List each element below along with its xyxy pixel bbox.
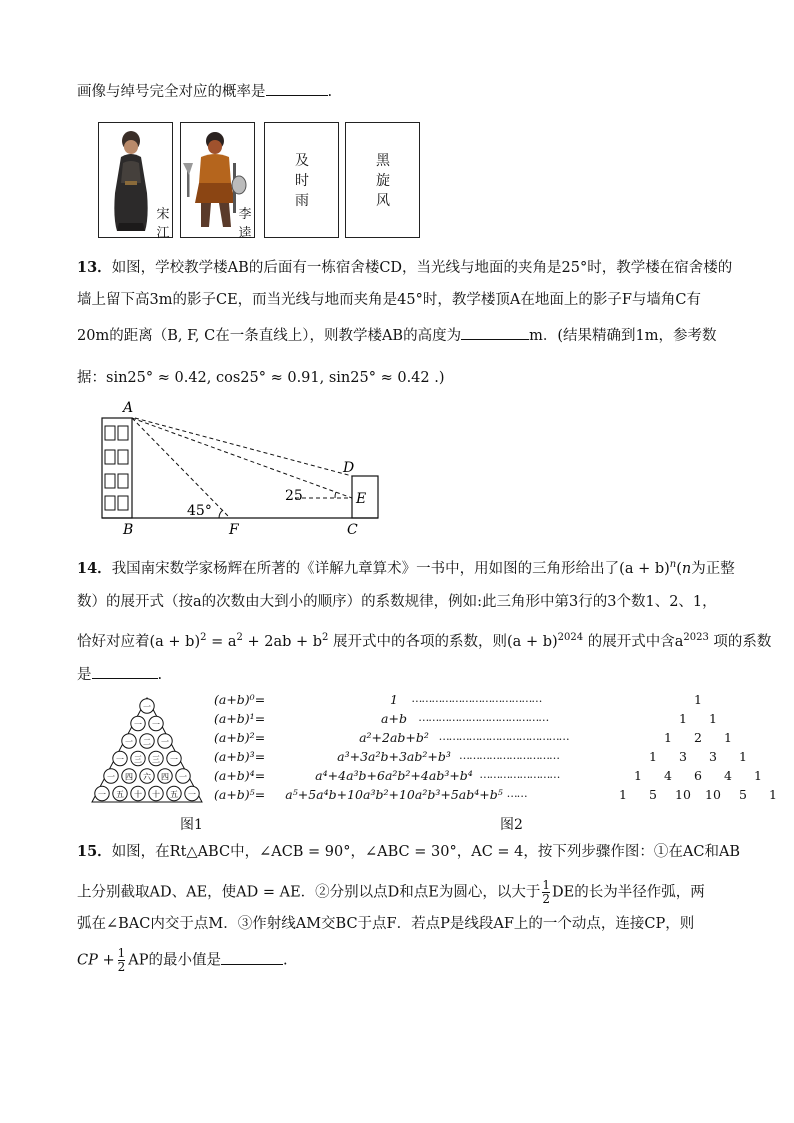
label-angle-25: 25 bbox=[285, 488, 303, 504]
pascal-coefficient: 1 bbox=[709, 711, 717, 726]
angle-arc-45 bbox=[219, 510, 223, 518]
q13-line1 bbox=[77, 258, 732, 278]
expansion-lhs: (a+b)⁵= bbox=[214, 787, 266, 802]
pascal-coefficient: 5 bbox=[649, 787, 657, 802]
q12-period: . bbox=[327, 84, 333, 100]
q13-line1-text: 如图，学校教学楼AB的后面有一栋宿舍楼CD，当光线与地面的夹角是25°时，教学楼在宿舍楼的 bbox=[111, 260, 733, 276]
q15-line4a: CP + bbox=[77, 952, 115, 969]
triangle-number: 一 bbox=[152, 720, 160, 729]
expansion-expression: 1 bbox=[390, 692, 398, 707]
leader-dots: ………………………… bbox=[459, 749, 559, 762]
pascal-coefficient: 1 bbox=[679, 711, 687, 726]
q14-sup-2023: 2023 bbox=[683, 632, 709, 643]
label-c: C bbox=[347, 522, 358, 538]
answer-blank-q12[interactable] bbox=[266, 81, 328, 96]
q14-line3c: + 2ab + b bbox=[242, 633, 323, 650]
q14-line2: 数）的展开式（按a的次数由大到小的顺序）的系数规律，例如:此三角形中第3行的3个数1、2、1， bbox=[77, 594, 717, 610]
pascal-coefficient: 1 bbox=[619, 787, 627, 802]
q13-line3 bbox=[77, 325, 716, 346]
triangle-number: 三 bbox=[134, 755, 142, 764]
fraction-half-1 bbox=[542, 879, 550, 906]
triangle-number: 一 bbox=[161, 737, 169, 747]
expansion-expression: a³+3a²b+3ab²+b³ bbox=[337, 749, 451, 764]
q14-number: 14． bbox=[77, 559, 112, 577]
frac2-den: 2 bbox=[117, 960, 126, 974]
nickname-card-hei-xuan-feng bbox=[345, 122, 420, 238]
q14-line3f: 项的系数 bbox=[708, 633, 772, 650]
q12-text bbox=[77, 81, 332, 102]
pascal-coefficient: 1 bbox=[664, 730, 672, 745]
frac2-num: 1 bbox=[117, 946, 126, 960]
triangle-number: 四 bbox=[125, 772, 133, 782]
q14-line3a: 恰好对应着(a + b) bbox=[77, 633, 201, 650]
q14-line4-text: 是 bbox=[77, 667, 92, 683]
pascal-coefficient: 1 bbox=[694, 692, 702, 707]
q14-line1c: 为正整 bbox=[691, 560, 735, 577]
label-b: B bbox=[123, 522, 134, 538]
card-label-hei-xuan-feng: 黑 旋 风 bbox=[376, 153, 390, 209]
q13-building-figure bbox=[95, 398, 395, 538]
triangle-number: 一 bbox=[188, 790, 196, 799]
q14-line3d: 展开式中的各项的系数，则(a + b) bbox=[328, 633, 558, 650]
frac1-den: 2 bbox=[542, 892, 551, 906]
label-e: E bbox=[356, 491, 367, 507]
q13-line2: 墙上留下高3m的影子CE，而当光线与地而夹角是45°时，教学楼顶A在地面上的影子F与墙角C有 bbox=[77, 292, 701, 308]
nickname-card-ji-shi-yu bbox=[264, 122, 339, 238]
leader-dots: ………………………………… bbox=[418, 711, 549, 724]
leader-dots: ………………………………… bbox=[438, 730, 569, 743]
answer-blank-q13[interactable] bbox=[461, 325, 529, 340]
card-label-song-jiang: 宋 江 bbox=[156, 207, 170, 241]
expansion-expression: a²+2ab+b² bbox=[359, 730, 429, 745]
q14-sup-2c: 2 bbox=[322, 632, 329, 643]
q14-line3b: = a bbox=[206, 633, 237, 650]
pascal-coefficient: 1 bbox=[739, 749, 747, 764]
triangle-number: 六 bbox=[143, 772, 151, 782]
triangle-number: 十 bbox=[134, 790, 142, 799]
ray-top bbox=[135, 418, 355, 476]
q15-line1-text: 如图，在Rt△ABC中，∠ACB = 90°，∠ABC = 30°，AC = 4，按下列步骤作图：①在AC和AB bbox=[111, 844, 741, 860]
pascal-coefficient: 1 bbox=[769, 787, 777, 802]
q12-line1: 画像与绰号完全对应的概率是 bbox=[77, 84, 266, 100]
label-angle-45: 45° bbox=[187, 503, 212, 519]
fig2-caption: 图2 bbox=[500, 817, 523, 833]
expansion-lhs: (a+b)⁰= bbox=[214, 692, 266, 707]
q15-line3: 弧在∠BAC内交于点M．③作射线AM交BC于点F．若点P是线段AF上的一个动点，连接CP，则 bbox=[77, 916, 695, 932]
triangle-number: 一 bbox=[170, 755, 178, 764]
triangle-number: 三 bbox=[152, 755, 160, 764]
pascal-coefficient: 5 bbox=[739, 787, 747, 802]
q14-line4 bbox=[77, 664, 162, 685]
q14-line3 bbox=[77, 628, 771, 652]
q14-n-var: n bbox=[681, 560, 692, 577]
expansion-lhs: (a+b)⁴= bbox=[214, 768, 266, 783]
fraction-half-2 bbox=[118, 947, 126, 974]
q13-number: 13． bbox=[77, 259, 112, 276]
pascal-coefficient: 1 bbox=[724, 730, 732, 745]
q14-line3e: 的展开式中含a bbox=[583, 633, 684, 650]
q15-line2 bbox=[77, 879, 705, 906]
pascal-coefficient: 1 bbox=[649, 749, 657, 764]
card-label-li-kui: 李 逵 bbox=[238, 207, 252, 241]
expansion-lhs: (a+b)³= bbox=[214, 749, 266, 764]
label-a: A bbox=[123, 400, 134, 416]
triangle-number: 五 bbox=[116, 790, 124, 799]
portrait-card-song-jiang bbox=[98, 122, 173, 241]
portrait-card-li-kui bbox=[180, 122, 255, 241]
expansion-expression: a⁵+5a⁴b+10a³b²+10a²b³+5ab⁴+b⁵ bbox=[285, 787, 503, 802]
q14-sup-2a: 2 bbox=[200, 632, 207, 643]
binomial-expansion-table bbox=[214, 692, 777, 808]
label-f: F bbox=[229, 522, 239, 538]
expansion-lhs: (a+b)¹= bbox=[214, 711, 266, 726]
building-windows bbox=[105, 426, 128, 510]
q14-line1 bbox=[77, 555, 735, 579]
q15-line4 bbox=[77, 947, 288, 974]
triangle-number: 一 bbox=[98, 790, 106, 799]
q15-line1 bbox=[77, 842, 740, 862]
triangle-number: 一 bbox=[134, 720, 142, 729]
ray-ae bbox=[132, 418, 355, 498]
q14-sup-2b: 2 bbox=[236, 632, 243, 643]
pascal-coefficient: 6 bbox=[694, 768, 702, 783]
q13-line3b: m．(结果精确到1m，参考数 bbox=[529, 328, 717, 344]
q14-period: . bbox=[157, 667, 163, 683]
pascal-coefficient: 4 bbox=[724, 768, 732, 783]
pascal-coefficient: 1 bbox=[634, 768, 642, 783]
q13-line4: 据：sin25° ≈ 0.42, cos25° ≈ 0.91, sin25° ≈ 0.42 .) bbox=[77, 370, 445, 386]
triangle-number: 一 bbox=[179, 772, 187, 782]
card-label-ji-shi-yu: 及 时 雨 bbox=[295, 153, 309, 209]
fig1-caption: 图1 bbox=[180, 817, 203, 833]
leader-dots: ………………………………… bbox=[411, 692, 542, 705]
q14-sup-2024: 2024 bbox=[557, 632, 584, 643]
triangle-number: 一 bbox=[125, 737, 133, 747]
q15-number: 15． bbox=[77, 843, 112, 860]
expansion-lhs: (a+b)²= bbox=[214, 730, 266, 745]
pascal-coefficient: 10 bbox=[675, 787, 691, 802]
pascal-coefficient: 4 bbox=[664, 768, 672, 783]
expansion-expression: a+b bbox=[381, 711, 407, 726]
answer-blank-q14[interactable] bbox=[92, 664, 158, 679]
q15-line2b: DE的长为半径作弧，两 bbox=[552, 884, 705, 901]
answer-blank-q15[interactable] bbox=[221, 950, 283, 965]
triangle-number: 二 bbox=[143, 737, 151, 747]
triangle-number: 五 bbox=[170, 790, 178, 799]
pascal-coefficient: 2 bbox=[694, 730, 702, 745]
leader-dots: …… bbox=[506, 787, 527, 800]
pascal-coefficient: 3 bbox=[679, 749, 687, 764]
q14-line1b: ( bbox=[676, 560, 682, 577]
q13-line3a: 20m的距离（B, F, C在一条直线上），则教学楼AB的高度为 bbox=[77, 328, 462, 344]
angle-arc-25 bbox=[335, 492, 336, 498]
triangle-number: 一 bbox=[116, 755, 124, 764]
q14-sup-n: n bbox=[669, 559, 677, 570]
frac1-num: 1 bbox=[542, 878, 551, 892]
triangle-number: 四 bbox=[161, 772, 169, 782]
expansion-expression: a⁴+4a³b+6a²b²+4ab³+b⁴ bbox=[315, 768, 473, 783]
ray-af bbox=[132, 418, 230, 518]
yang-hui-triangle-figure bbox=[88, 694, 206, 806]
q15-line2a: 上分别截取AD、AE，使AD = AE．②分别以点D和点E为圆心，以大于 bbox=[77, 884, 541, 901]
q14-line1a: 我国南宋数学家杨辉在所著的《详解九章算术》一书中，用如图的三角形给出了(a + b) bbox=[111, 560, 670, 577]
pascal-coefficient: 3 bbox=[709, 749, 717, 764]
triangle-number: 一 bbox=[143, 702, 151, 712]
label-d: D bbox=[343, 460, 355, 476]
triangle-number: 十 bbox=[152, 790, 160, 799]
pascal-coefficient: 1 bbox=[754, 768, 762, 783]
leader-dots: …………………… bbox=[479, 768, 560, 781]
q15-line4b: AP的最小值是 bbox=[128, 952, 221, 969]
triangle-number: 一 bbox=[107, 772, 115, 782]
q15-period: . bbox=[282, 952, 288, 969]
pascal-coefficient: 10 bbox=[705, 787, 721, 802]
